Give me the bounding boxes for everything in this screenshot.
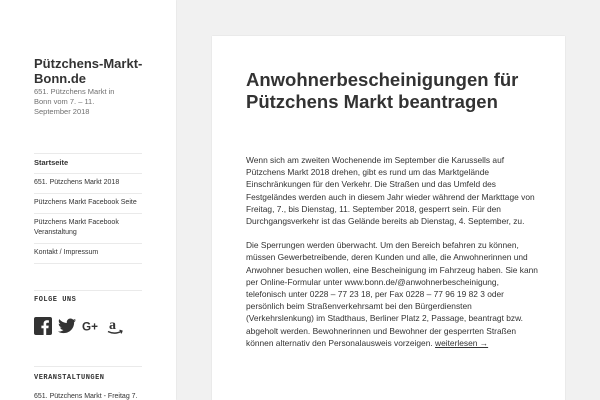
menu-item-kontakt[interactable]: Kontakt / Impressum xyxy=(34,244,142,264)
read-more-link[interactable]: weiterlesen → xyxy=(435,337,489,348)
menu-item-facebook-seite[interactable]: Pützchens Markt Facebook Seite xyxy=(34,194,142,214)
site-title[interactable]: Pützchens-Markt-Bonn.de xyxy=(34,56,143,86)
events-divider xyxy=(34,366,142,367)
amazon-icon[interactable] xyxy=(106,317,124,335)
article-paragraph-2-text: Die Sperrungen werden überwacht. Um den Bereich befahren zu können, müssen Gewerbetreibende, deren Kunden und alle, die Anwohnerinnen und Anwohner besuchen wollen, eine Bescheinigung im Fahrzeug haben. Sie kann per Online-Formular unter www.bonn.de/@anwohnerbescheinigung, telefonisch unter 0228 – 77 23 18, per Fax 0228 – 77 96 19 82 3 oder persönlich beim Straßenverkehrsamt bei den Bürgerdiensten (Verkehrslenkung) im Stadthaus, Berliner Platz 2, Passage, beantragt bzw. abgeholt werden. Bewohnerinnen und Bewohner der gesperrten Straßen können alternativ den Personalausweis vorzeigen. xyxy=(246,240,538,348)
events-title: VERANSTALTUNGEN xyxy=(34,374,105,382)
article-card xyxy=(212,36,565,400)
google-plus-icon[interactable] xyxy=(82,317,100,335)
twitter-icon[interactable] xyxy=(58,317,76,335)
site-description: 651. Pützchens Markt in Bonn vom 7. – 11. September 2018 xyxy=(34,87,115,116)
follow-title: FOLGE UNS xyxy=(34,296,77,304)
main-menu xyxy=(34,153,142,264)
sidebar xyxy=(0,0,176,400)
menu-item-startseite[interactable]: Startseite xyxy=(34,154,142,174)
facebook-icon[interactable] xyxy=(34,317,52,335)
menu-item-markt-2018[interactable]: 651. Pützchens Markt 2018 xyxy=(34,174,142,194)
follow-divider xyxy=(34,290,142,291)
article-body xyxy=(246,154,541,361)
article-paragraph-2 xyxy=(246,239,541,349)
article-title[interactable]: Anwohnerbescheinigungen für Pützchens Markt beantragen xyxy=(246,69,519,112)
menu-item-facebook-veranstaltung[interactable]: Pützchens Markt Facebook Veranstaltung xyxy=(34,214,142,244)
article-paragraph-1: Wenn sich am zweiten Wochenende im September die Karussells auf Pützchens Markt 2018 drehen, gibt es rund um das Marktgelände Einschränkungen für den Verkehr. Die Straßen und das Umfeld des Festgeländes werden auch in diesem Jahr wieder während der Markttage von Freitag, 7., bis Dienstag, 11. September 2018, gesperrt sein. Für den Durchgangsverkehr ist das Gelände bereits ab Dienstag, 4. September, zu. xyxy=(246,155,535,227)
svg-text:G+: G+ xyxy=(82,320,98,333)
social-links xyxy=(34,317,124,335)
events-item[interactable]: 651. Pützchens Markt - Freitag 7. xyxy=(34,393,138,400)
svg-text:a: a xyxy=(109,318,116,333)
